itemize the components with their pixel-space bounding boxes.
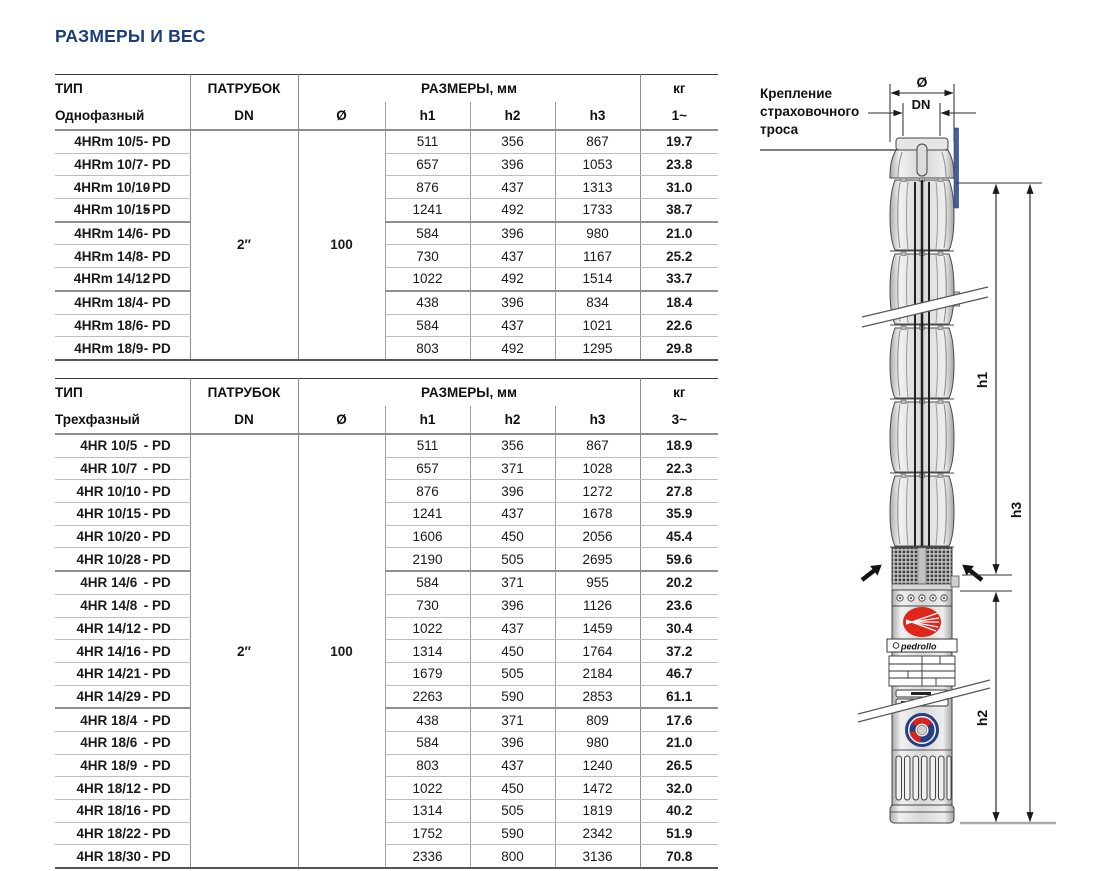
model-suffix: - PD bbox=[143, 780, 171, 796]
model-cell bbox=[55, 708, 190, 731]
h1-cell: 730 bbox=[385, 245, 470, 268]
model-label: 4HR 14/8 bbox=[80, 598, 138, 614]
kg-cell: 35.9 bbox=[640, 503, 718, 526]
pump-drawing bbox=[750, 70, 1097, 865]
table-row bbox=[55, 548, 718, 571]
header-h1: h1 bbox=[385, 406, 470, 434]
header-h2: h2 bbox=[470, 406, 555, 434]
table-three-phase-container bbox=[55, 378, 718, 869]
h2-cell: 590 bbox=[470, 685, 555, 708]
model-label: 4HRm 10/7 bbox=[74, 157, 144, 173]
cable-attachment-lug bbox=[917, 144, 927, 176]
h2-cell: 492 bbox=[470, 337, 555, 360]
table-row bbox=[55, 176, 718, 199]
model-label: 4HR 18/9 bbox=[80, 757, 138, 773]
table-row bbox=[55, 314, 718, 337]
h2-cell: 492 bbox=[470, 199, 555, 222]
model-label: 4HR 14/16 bbox=[76, 643, 142, 659]
h2-cell: 356 bbox=[470, 434, 555, 457]
strainer-side-tab bbox=[951, 576, 959, 587]
header-pipe: ПАТРУБОК bbox=[190, 75, 298, 103]
h2-cell: 396 bbox=[470, 594, 555, 617]
header-pipe: ПАТРУБОК bbox=[190, 379, 298, 407]
model-label: 4HR 14/29 bbox=[76, 688, 142, 704]
table-row bbox=[55, 777, 718, 800]
h3-cell: 2342 bbox=[555, 822, 640, 845]
model-cell bbox=[55, 337, 190, 360]
table-row bbox=[55, 845, 718, 868]
table-row bbox=[55, 457, 718, 480]
h1-cell: 1022 bbox=[385, 268, 470, 291]
kg-cell: 26.5 bbox=[640, 754, 718, 777]
attachment-label-line2: страховочного bbox=[760, 104, 860, 119]
dn-dim-label: DN bbox=[911, 97, 931, 112]
bottom-cap bbox=[890, 805, 954, 823]
h1-cell: 803 bbox=[385, 754, 470, 777]
kg-cell: 31.0 bbox=[640, 176, 718, 199]
model-cell bbox=[55, 594, 190, 617]
h1-cell: 584 bbox=[385, 731, 470, 754]
model-cell bbox=[55, 457, 190, 480]
h2-cell: 396 bbox=[470, 153, 555, 176]
model-label: 4HRm 10/15 bbox=[73, 202, 151, 218]
suction-strainer bbox=[858, 548, 985, 590]
header-diameter: Ø bbox=[298, 406, 385, 434]
kg-cell: 21.0 bbox=[640, 731, 718, 754]
h3-cell: 834 bbox=[555, 291, 640, 314]
kg-cell: 19.7 bbox=[640, 130, 718, 153]
header-sizes: РАЗМЕРЫ, мм bbox=[298, 379, 640, 407]
header-weight-sub: 3~ bbox=[640, 406, 718, 434]
model-suffix: - PD bbox=[143, 506, 171, 522]
model-cell bbox=[55, 617, 190, 640]
model-label: 4HR 10/7 bbox=[80, 461, 138, 477]
model-cell bbox=[55, 685, 190, 708]
table-row bbox=[55, 640, 718, 663]
h3-cell: 1514 bbox=[555, 268, 640, 291]
kg-cell: 25.2 bbox=[640, 245, 718, 268]
data-plate bbox=[889, 656, 955, 686]
h2-cell: 371 bbox=[470, 457, 555, 480]
table-row bbox=[55, 268, 718, 291]
h2-cell: 371 bbox=[470, 571, 555, 594]
kg-cell: 22.6 bbox=[640, 314, 718, 337]
header-h2: h2 bbox=[470, 102, 555, 130]
model-cell bbox=[55, 130, 190, 153]
h1-cell: 657 bbox=[385, 153, 470, 176]
model-label: 4HRm 18/6 bbox=[74, 317, 144, 333]
model-label: 4HR 10/28 bbox=[76, 551, 142, 567]
header-h1: h1 bbox=[385, 102, 470, 130]
table-row bbox=[55, 685, 718, 708]
h2-cell: 450 bbox=[470, 640, 555, 663]
model-label: 4HRm 18/9 bbox=[74, 340, 144, 356]
table-row bbox=[55, 199, 718, 222]
header-dn: DN bbox=[190, 102, 298, 130]
header-sizes: РАЗМЕРЫ, мм bbox=[298, 75, 640, 103]
h1-cell: 730 bbox=[385, 594, 470, 617]
h3-dim-label: h3 bbox=[1008, 501, 1024, 519]
brand-logo-mark bbox=[903, 607, 941, 637]
model-suffix: - PD bbox=[143, 461, 171, 477]
attachment-label-line1: Крепление bbox=[760, 86, 833, 101]
kg-cell: 33.7 bbox=[640, 268, 718, 291]
motor-emblem bbox=[907, 715, 938, 746]
model-cell bbox=[55, 800, 190, 823]
h1-cell: 1022 bbox=[385, 777, 470, 800]
h1-cell: 876 bbox=[385, 480, 470, 503]
model-cell bbox=[55, 571, 190, 594]
model-label: 4HRm 18/4 bbox=[74, 295, 144, 311]
table-row bbox=[55, 800, 718, 823]
kg-cell: 37.2 bbox=[640, 640, 718, 663]
model-label: 4HR 10/20 bbox=[76, 529, 142, 545]
diameter-dim-label: Ø bbox=[916, 74, 928, 90]
h2-cell: 437 bbox=[470, 754, 555, 777]
h1-cell: 438 bbox=[385, 291, 470, 314]
h2-cell: 371 bbox=[470, 708, 555, 731]
page-title: РАЗМЕРЫ И ВЕС bbox=[55, 26, 206, 46]
attachment-label-line3: троса bbox=[760, 122, 799, 137]
h3-cell: 2695 bbox=[555, 548, 640, 571]
kg-cell: 18.9 bbox=[640, 434, 718, 457]
h1-cell: 1679 bbox=[385, 662, 470, 685]
model-label: 4HRm 14/12 bbox=[73, 271, 151, 287]
h1-cell: 876 bbox=[385, 176, 470, 199]
h3-cell: 1240 bbox=[555, 754, 640, 777]
table-row bbox=[55, 222, 718, 245]
h2-cell: 437 bbox=[470, 503, 555, 526]
kg-cell: 27.8 bbox=[640, 480, 718, 503]
h2-dim-label: h2 bbox=[974, 709, 990, 727]
attachment-label bbox=[760, 86, 917, 150]
h1-cell: 584 bbox=[385, 314, 470, 337]
header-phase: Трехфазный bbox=[55, 412, 140, 427]
kg-cell: 46.7 bbox=[640, 662, 718, 685]
dn-value-cell: 2″ bbox=[190, 434, 298, 868]
kg-cell: 21.0 bbox=[640, 222, 718, 245]
h3-cell: 1053 bbox=[555, 153, 640, 176]
h2-cell: 396 bbox=[470, 291, 555, 314]
model-label: 4HR 18/30 bbox=[76, 848, 142, 864]
model-suffix: - PD bbox=[143, 248, 171, 264]
h1-cell: 803 bbox=[385, 337, 470, 360]
model-label: 4HR 18/16 bbox=[76, 803, 142, 819]
header-weight-sub: 1~ bbox=[640, 102, 718, 130]
dn-value-cell: 2″ bbox=[190, 130, 298, 360]
h1-cell: 1752 bbox=[385, 822, 470, 845]
model-suffix: - PD bbox=[143, 134, 171, 150]
model-cell bbox=[55, 480, 190, 503]
kg-cell: 23.8 bbox=[640, 153, 718, 176]
model-suffix: - PD bbox=[143, 735, 171, 751]
kg-cell: 61.1 bbox=[640, 685, 718, 708]
header-phase: Однофазный bbox=[55, 108, 145, 123]
h3-cell: 2853 bbox=[555, 685, 640, 708]
model-suffix: - PD bbox=[143, 712, 171, 728]
h3-cell: 1459 bbox=[555, 617, 640, 640]
h1-cell: 1314 bbox=[385, 640, 470, 663]
model-label: 4HR 18/22 bbox=[76, 826, 142, 842]
header-weight: кг bbox=[640, 379, 718, 407]
table-row bbox=[55, 480, 718, 503]
model-suffix: - PD bbox=[143, 826, 171, 842]
h1-cell: 1241 bbox=[385, 199, 470, 222]
flow-arrow-right bbox=[959, 560, 986, 585]
h3-cell: 1272 bbox=[555, 480, 640, 503]
h1-cell: 511 bbox=[385, 130, 470, 153]
model-suffix: - PD bbox=[143, 157, 171, 173]
table-single-phase-container bbox=[55, 74, 718, 361]
h2-cell: 450 bbox=[470, 777, 555, 800]
kg-cell: 30.4 bbox=[640, 617, 718, 640]
h1-cell: 2263 bbox=[385, 685, 470, 708]
table-row bbox=[55, 434, 718, 457]
model-suffix: - PD bbox=[143, 202, 171, 218]
model-suffix: - PD bbox=[143, 575, 171, 591]
model-cell bbox=[55, 503, 190, 526]
model-cell bbox=[55, 199, 190, 222]
h1-cell: 584 bbox=[385, 222, 470, 245]
model-suffix: - PD bbox=[143, 340, 171, 356]
h1-cell: 511 bbox=[385, 434, 470, 457]
h3-cell: 809 bbox=[555, 708, 640, 731]
h1-cell: 584 bbox=[385, 571, 470, 594]
model-suffix: - PD bbox=[143, 620, 171, 636]
model-label: 4HR 14/12 bbox=[76, 620, 142, 636]
model-suffix: - PD bbox=[143, 529, 171, 545]
table-row bbox=[55, 291, 718, 314]
model-cell bbox=[55, 845, 190, 868]
model-cell bbox=[55, 176, 190, 199]
model-suffix: - PD bbox=[143, 848, 171, 864]
h2-cell: 505 bbox=[470, 662, 555, 685]
table-row bbox=[55, 130, 718, 153]
h3-cell: 1472 bbox=[555, 777, 640, 800]
h3-cell: 980 bbox=[555, 731, 640, 754]
header-dn: DN bbox=[190, 406, 298, 434]
model-label: 4HR 14/21 bbox=[76, 666, 142, 682]
table-row bbox=[55, 525, 718, 548]
model-cell bbox=[55, 314, 190, 337]
model-suffix: - PD bbox=[143, 295, 171, 311]
table-row bbox=[55, 617, 718, 640]
h2-cell: 437 bbox=[470, 314, 555, 337]
model-suffix: - PD bbox=[143, 317, 171, 333]
table-row bbox=[55, 245, 718, 268]
model-suffix: - PD bbox=[143, 643, 171, 659]
dimensions-table-single-phase bbox=[55, 74, 718, 361]
model-cell bbox=[55, 153, 190, 176]
h3-cell: 1733 bbox=[555, 199, 640, 222]
model-label: 4HR 10/10 bbox=[76, 483, 142, 499]
model-label: 4HR 10/15 bbox=[76, 506, 142, 522]
model-suffix: - PD bbox=[143, 666, 171, 682]
model-suffix: - PD bbox=[143, 803, 171, 819]
kg-cell: 59.6 bbox=[640, 548, 718, 571]
model-cell bbox=[55, 640, 190, 663]
kg-cell: 40.2 bbox=[640, 800, 718, 823]
table-row bbox=[55, 662, 718, 685]
h1-cell: 438 bbox=[385, 708, 470, 731]
h3-cell: 2184 bbox=[555, 662, 640, 685]
model-label: 4HRm 10/10 bbox=[73, 179, 151, 195]
model-label: 4HRm 14/8 bbox=[74, 248, 144, 264]
h1-cell: 1314 bbox=[385, 800, 470, 823]
h1-cell: 1022 bbox=[385, 617, 470, 640]
model-label: 4HR 18/12 bbox=[76, 780, 142, 796]
model-label: 4HR 18/4 bbox=[80, 712, 138, 728]
h3-cell: 1678 bbox=[555, 503, 640, 526]
h3-cell: 1313 bbox=[555, 176, 640, 199]
kg-cell: 51.9 bbox=[640, 822, 718, 845]
model-label: 4HR 10/5 bbox=[80, 438, 138, 454]
kg-cell: 38.7 bbox=[640, 199, 718, 222]
model-cell bbox=[55, 434, 190, 457]
h1-dim-label: h1 bbox=[974, 371, 990, 389]
diameter-value-cell: 100 bbox=[298, 434, 385, 868]
h2-cell: 396 bbox=[470, 731, 555, 754]
h3-cell: 980 bbox=[555, 222, 640, 245]
h1-cell: 1606 bbox=[385, 525, 470, 548]
model-suffix: - PD bbox=[143, 226, 171, 242]
table-row bbox=[55, 337, 718, 360]
model-label: 4HRm 10/5 bbox=[74, 134, 144, 150]
model-suffix: - PD bbox=[143, 688, 171, 704]
table-row bbox=[55, 153, 718, 176]
kg-cell: 20.2 bbox=[640, 571, 718, 594]
model-cell bbox=[55, 777, 190, 800]
model-cell bbox=[55, 525, 190, 548]
dimensions-table-three-phase bbox=[55, 378, 718, 869]
h2-cell: 505 bbox=[470, 548, 555, 571]
table-row bbox=[55, 594, 718, 617]
header-weight: кг bbox=[640, 75, 718, 103]
flow-arrow-left bbox=[858, 560, 885, 585]
h2-cell: 437 bbox=[470, 617, 555, 640]
model-label: 4HR 18/6 bbox=[80, 735, 138, 751]
model-suffix: - PD bbox=[143, 757, 171, 773]
table-row bbox=[55, 708, 718, 731]
kg-cell: 18.4 bbox=[640, 291, 718, 314]
h2-cell: 356 bbox=[470, 130, 555, 153]
kg-cell: 70.8 bbox=[666, 848, 693, 864]
header-h3: h3 bbox=[555, 406, 640, 434]
h3-cell: 867 bbox=[555, 130, 640, 153]
h3-cell: 1126 bbox=[555, 594, 640, 617]
h3-cell: 3136 bbox=[555, 845, 640, 868]
model-cell bbox=[55, 245, 190, 268]
kg-cell: 17.6 bbox=[640, 708, 718, 731]
model-cell bbox=[55, 548, 190, 571]
header-h3: h3 bbox=[555, 102, 640, 130]
model-cell bbox=[55, 291, 190, 314]
model-label: 4HR 14/6 bbox=[80, 575, 138, 591]
model-cell bbox=[55, 268, 190, 291]
h3-cell: 955 bbox=[555, 571, 640, 594]
table-row bbox=[55, 731, 718, 754]
header-type: ТИП bbox=[55, 385, 83, 400]
model-cell bbox=[55, 731, 190, 754]
h2-cell: 396 bbox=[470, 480, 555, 503]
h2-cell: 437 bbox=[470, 245, 555, 268]
diameter-value-cell: 100 bbox=[298, 130, 385, 360]
model-cell bbox=[55, 822, 190, 845]
h3-cell: 1819 bbox=[555, 800, 640, 823]
model-suffix: - PD bbox=[143, 179, 171, 195]
kg-cell: 23.6 bbox=[640, 594, 718, 617]
h3-cell: 2056 bbox=[555, 525, 640, 548]
h3-cell: 1764 bbox=[555, 640, 640, 663]
model-suffix: - PD bbox=[143, 598, 171, 614]
h2-cell: 396 bbox=[470, 222, 555, 245]
h3-cell: 1021 bbox=[555, 314, 640, 337]
dimension-extension-lines bbox=[956, 183, 1042, 591]
model-cell bbox=[55, 222, 190, 245]
model-cell bbox=[55, 662, 190, 685]
model-suffix: - PD bbox=[143, 551, 171, 567]
model-suffix: - PD bbox=[143, 271, 171, 287]
brand-name: pedrollo bbox=[901, 641, 937, 652]
h3-cell: 1028 bbox=[555, 457, 640, 480]
table-row bbox=[55, 822, 718, 845]
kg-cell: 45.4 bbox=[640, 525, 718, 548]
model-cell bbox=[55, 754, 190, 777]
h1-cell: 657 bbox=[385, 457, 470, 480]
power-cable bbox=[954, 128, 959, 208]
h1-cell: 1241 bbox=[385, 503, 470, 526]
h1-cell: 2190 bbox=[385, 548, 470, 571]
h3-cell: 1167 bbox=[555, 245, 640, 268]
kg-cell: 32.0 bbox=[640, 777, 718, 800]
table-row bbox=[55, 754, 718, 777]
model-suffix: - PD bbox=[143, 438, 171, 454]
h1-cell: 2336 bbox=[385, 845, 470, 868]
table-row bbox=[55, 571, 718, 594]
h2-cell: 505 bbox=[470, 800, 555, 823]
h2-cell: 450 bbox=[470, 525, 555, 548]
header-diameter: Ø bbox=[298, 102, 385, 130]
pump-body bbox=[858, 128, 990, 823]
kg-cell: 22.3 bbox=[640, 457, 718, 480]
h2-cell: 437 bbox=[470, 176, 555, 199]
h3-cell: 867 bbox=[555, 434, 640, 457]
h2-cell: 492 bbox=[470, 268, 555, 291]
header-type: ТИП bbox=[55, 81, 83, 96]
motor-ribs bbox=[892, 750, 952, 800]
model-suffix: - PD bbox=[143, 483, 171, 499]
table-row bbox=[55, 503, 718, 526]
kg-cell: 29.8 bbox=[666, 340, 693, 356]
h2-cell: 590 bbox=[470, 822, 555, 845]
h3-cell: 1295 bbox=[555, 337, 640, 360]
model-label: 4HRm 14/6 bbox=[74, 226, 144, 242]
h2-cell: 800 bbox=[470, 845, 555, 868]
